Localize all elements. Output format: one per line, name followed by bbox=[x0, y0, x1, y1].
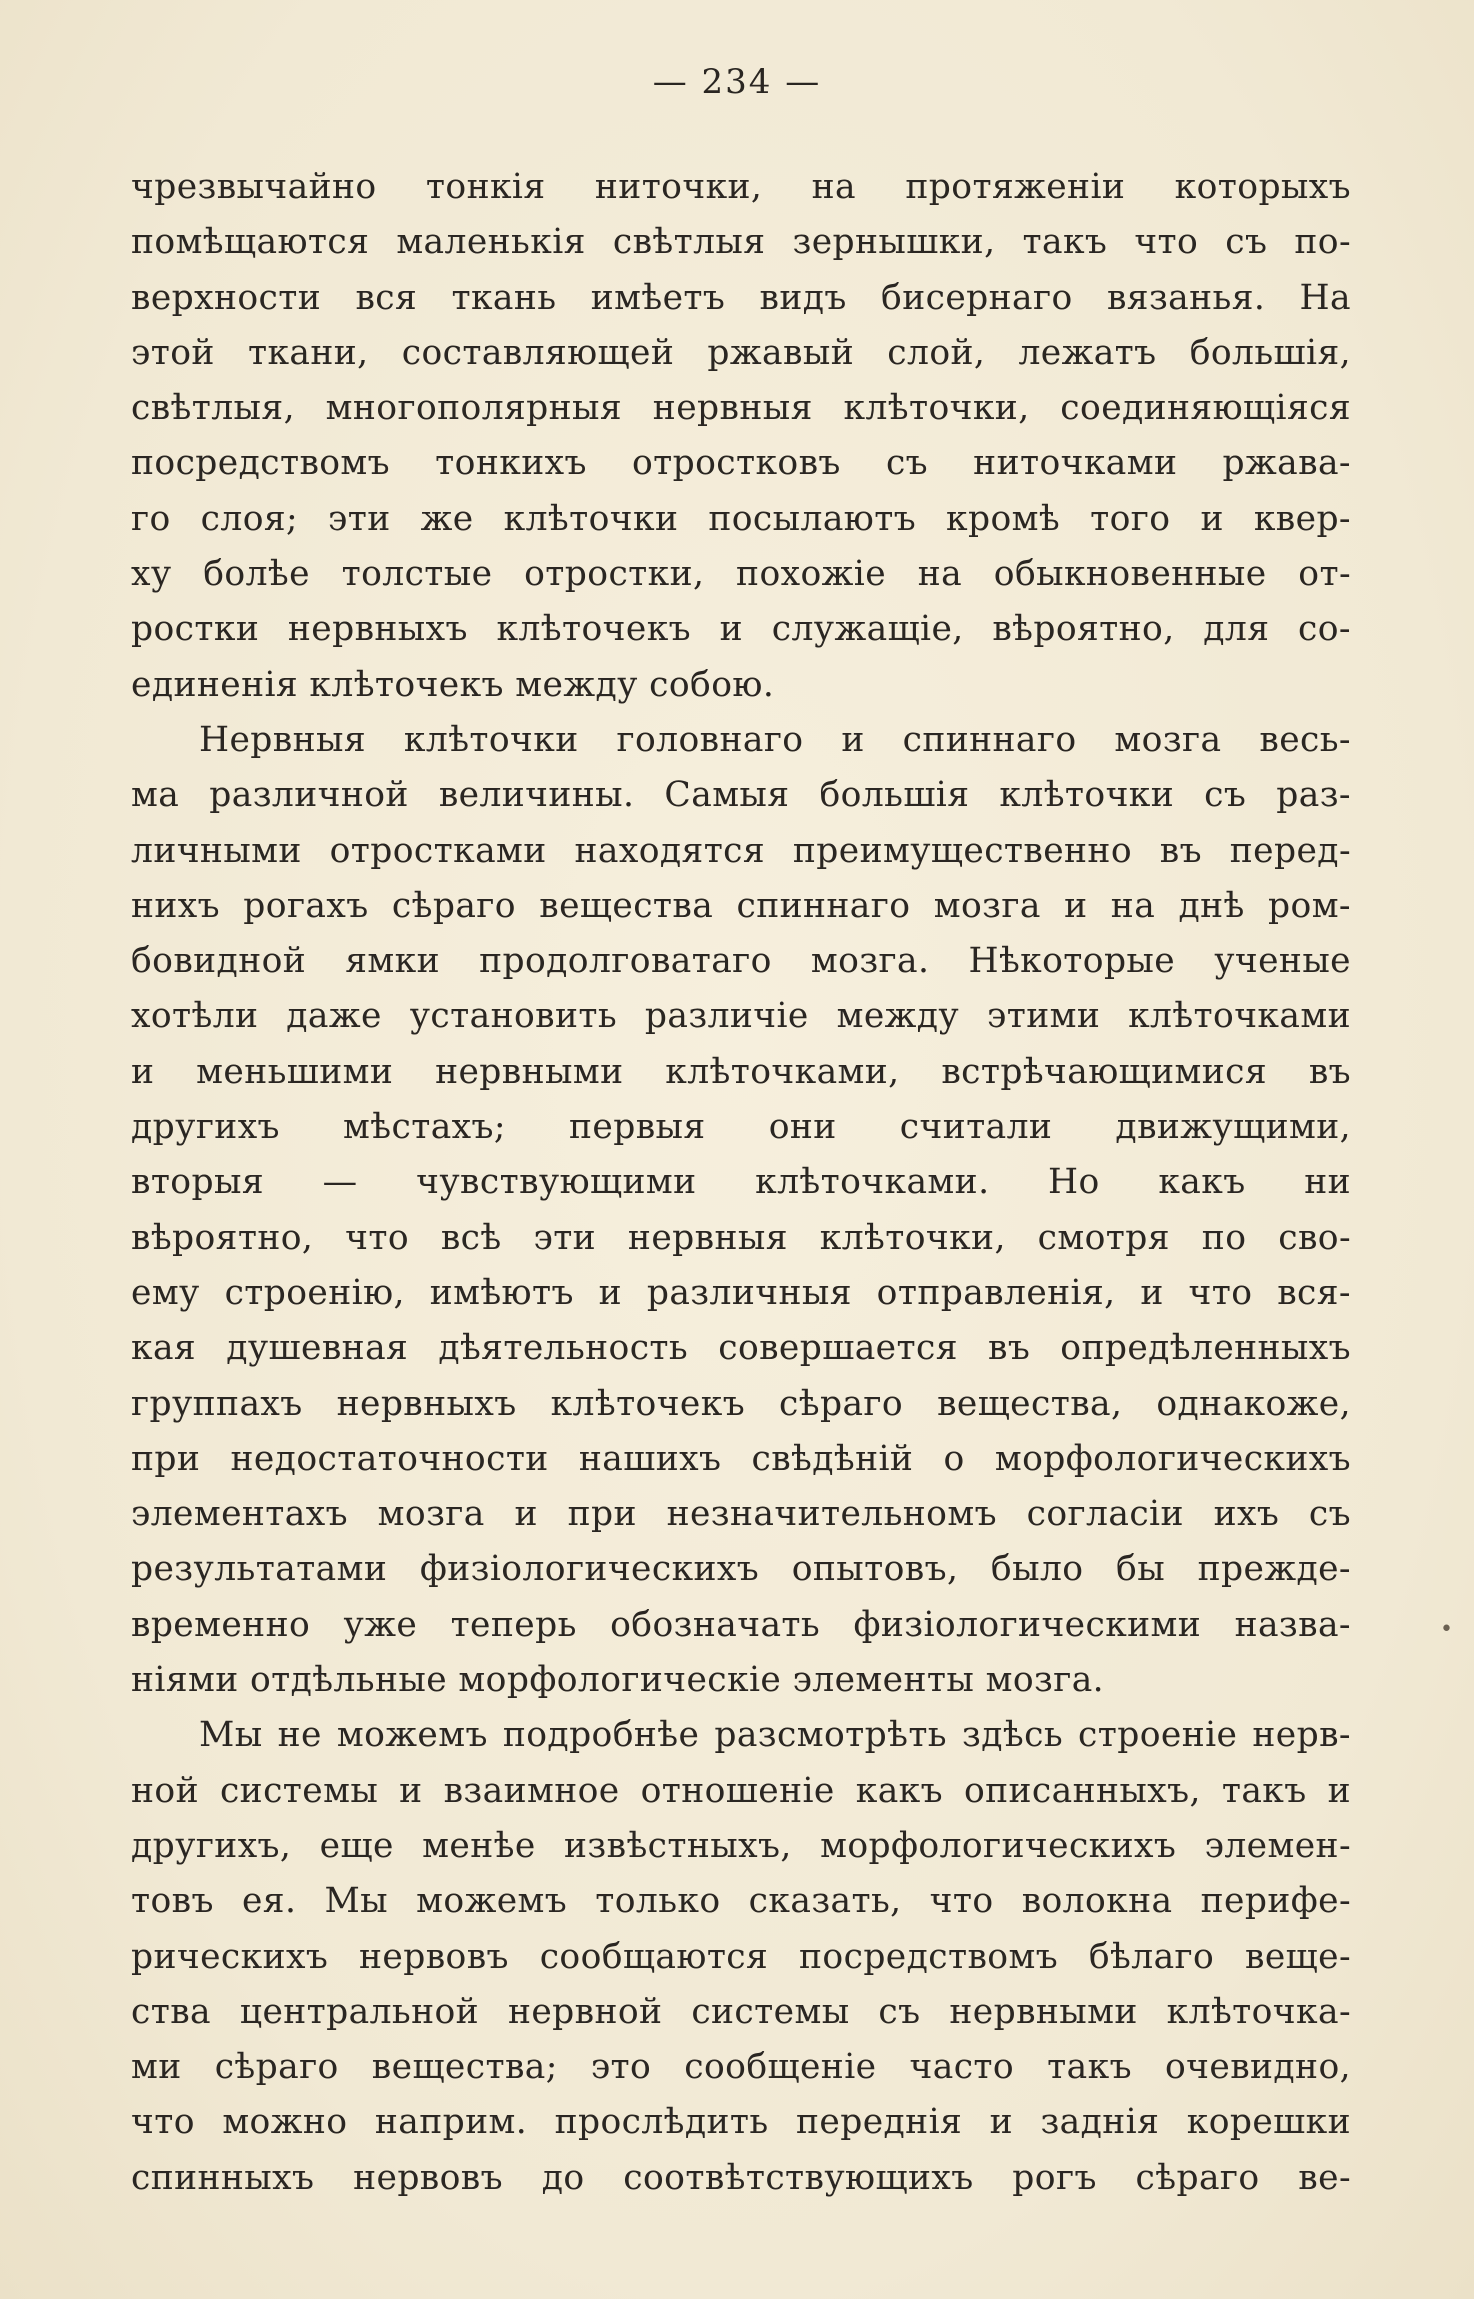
text-line: кая душевная дѣятельность совершается въ опредѣленныхъ bbox=[131, 1328, 1351, 1369]
paragraph-3 bbox=[131, 1708, 1351, 2206]
text-line: чрезвычайно тонкія ниточки, на протяженіи которыхъ bbox=[131, 167, 1351, 207]
text-line: результатами физіологическихъ опытовъ, было бы прежде- bbox=[131, 1549, 1351, 1590]
text-line: ху болѣе толстые отростки, похожіе на обыкновенные от- bbox=[131, 554, 1351, 595]
text-line: Нервныя клѣточки головнаго и спиннаго мозга весь- bbox=[199, 719, 1351, 760]
text-line: Мы не можемъ подробнѣе разсмотрѣть здѣсь строеніе нерв- bbox=[199, 1715, 1351, 1756]
margin-speck: • bbox=[1440, 1617, 1453, 1642]
text-line: го слоя; эти же клѣточки посылаютъ кромѣ того и квер- bbox=[131, 498, 1351, 539]
body-text bbox=[131, 160, 1351, 2206]
text-line: временно уже теперь обозначать физіологическими назва- bbox=[131, 1604, 1351, 1645]
text-line: ему строенію, имѣютъ и различныя отправленія, и что вся- bbox=[131, 1272, 1351, 1313]
text-line: группахъ нервныхъ клѣточекъ сѣраго вещества, однакоже, bbox=[131, 1383, 1351, 1424]
text-line: ной системы и взаимное отношеніе какъ описанныхъ, такъ и bbox=[131, 1770, 1351, 1811]
text-line: ніями отдѣльные морфологическіе элементы мозга. bbox=[131, 1660, 1105, 1701]
text-line: и меньшими нервными клѣточками, встрѣчающимися въ bbox=[131, 1051, 1351, 1092]
text-line: рическихъ нервовъ сообщаются посредствомъ бѣлаго веще- bbox=[131, 1936, 1351, 1977]
paragraph-1 bbox=[131, 160, 1351, 713]
text-line: при недостаточности нашихъ свѣдѣній о морфологическихъ bbox=[131, 1438, 1351, 1479]
page-number: — 234 — bbox=[652, 62, 822, 102]
text-line: ми сѣраго вещества; это сообщеніе часто такъ очевидно, bbox=[131, 2047, 1351, 2088]
text-line: что можно наприм. прослѣдить переднія и заднія корешки bbox=[131, 2102, 1351, 2143]
text-line: ростки нервныхъ клѣточекъ и служащіе, вѣроятно, для со- bbox=[131, 609, 1351, 650]
text-line: помѣщаются маленькія свѣтлыя зернышки, такъ что съ по- bbox=[131, 222, 1351, 263]
text-line: нихъ рогахъ сѣраго вещества спиннаго мозга и на днѣ ром- bbox=[131, 885, 1351, 926]
text-line: этой ткани, составляющей ржавый слой, лежатъ большія, bbox=[131, 332, 1351, 373]
text-line: личными отростками находятся преимущественно въ перед- bbox=[131, 830, 1351, 871]
text-line: другихъ мѣстахъ; первыя они считали движущими, bbox=[131, 1107, 1351, 1148]
text-line: товъ ея. Мы можемъ только сказать, что волокна перифе- bbox=[131, 1881, 1351, 1922]
text-line: вѣроятно, что всѣ эти нервныя клѣточки, смотря по сво- bbox=[131, 1217, 1351, 1258]
text-line: ства центральной нервной системы съ нервными клѣточка- bbox=[131, 1991, 1351, 2032]
text-line: ма различной величины. Самыя большія клѣточки съ раз- bbox=[131, 775, 1351, 816]
paragraph-2 bbox=[131, 713, 1351, 1708]
text-line: другихъ, еще менѣе извѣстныхъ, морфологическихъ элемен- bbox=[131, 1825, 1351, 1866]
text-line: посредствомъ тонкихъ отростковъ съ ниточками ржава- bbox=[131, 443, 1351, 484]
text-line: хотѣли даже установить различіе между этими клѣточками bbox=[131, 996, 1351, 1037]
text-line: бовидной ямки продолговатаго мозга. Нѣкоторые ученые bbox=[131, 941, 1351, 982]
text-line: единенія клѣточекъ между собою. bbox=[131, 664, 775, 705]
text-line: вторыя — чувствующими клѣточками. Но какъ ни bbox=[131, 1162, 1351, 1203]
text-line: верхности вся ткань имѣетъ видъ бисернаго вязанья. На bbox=[131, 277, 1351, 318]
text-line: свѣтлыя, многополярныя нервныя клѣточки, соединяющіяся bbox=[131, 388, 1351, 429]
text-line: спинныхъ нервовъ до соотвѣтствующихъ рогъ сѣраго ве- bbox=[131, 2157, 1351, 2198]
text-line: элементахъ мозга и при незначительномъ согласіи ихъ съ bbox=[131, 1494, 1351, 1535]
